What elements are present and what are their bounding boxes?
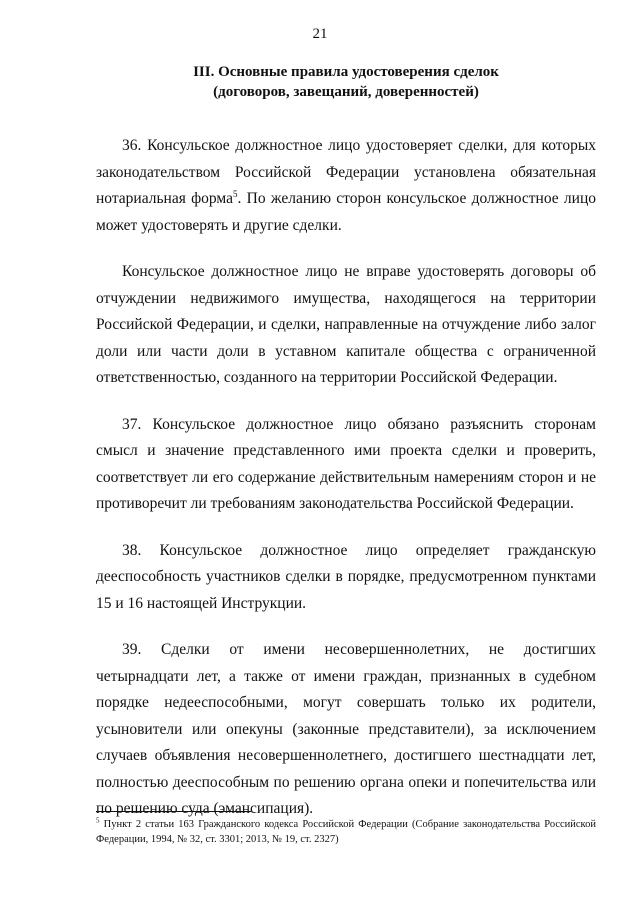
footnote-text: Пункт 2 статьи 163 Гражданского кодекса Российской Федерации (Собрание законодательства Российской Федерации, 1994, № 32, ст. 3301; 2013, № 19, ст. 2327) [96,819,596,845]
paragraph-36-text-a: 36. Консульское должностное лицо удостоверяет сделки, для которых законодательством Российской Федерации установлена обязательная нотариальная форма [96,137,596,207]
document-body [96,133,596,843]
paragraph-37: 37. Консульское должностное лицо обязано разъяснить сторонам смысл и значение представленного ими проекта сделки и проверить, соответствует ли его содержание действительным намерениям сторон и не противоречит ли требованиям законодательства Российской Федерации. [96,415,596,512]
paragraph-39: 39. Сделки от имени несовершеннолетних, не достигших четырнадцати лет, а также от имени граждан, признанных в судебном порядке недееспособными, могут совершать только их родители, усыновители или опекуны (законные представители), за исключением случаев объявления несовершеннолетнего, достигшего шестнадцати лет, полностью дееспособным по решению органа опеки и попечительства или по решению суда (эмансипация). [96,641,596,817]
section-heading [96,62,596,102]
footnote-mark: 5 [96,816,100,825]
page-number: 21 [312,26,328,42]
footnote [96,817,596,847]
section-title-line-1: III. Основные правила удостоверения сделок [193,64,499,80]
paragraph-36-continued: Консульское должностное лицо не вправе удостоверять договоры об отчуждении недвижимого имущества, находящегося на территории Российской Федерации, и сделки, направленные на отчуждение либо залог доли или части доли в уставном капитале общества с ограниченной ответственностью, созданного на территории Российской Федерации. [96,263,596,386]
paragraph-36 [96,133,596,239]
paragraph-36-text-b: . По желанию сторон консульское должностное лицо может удостоверять и другие сделки. [96,190,596,234]
footnote-divider [96,811,251,812]
paragraph-38: 38. Консульское должностное лицо определяет гражданскую дееспособность участников сделки в порядке, предусмотренном пунктами 15 и 16 настоящей Инструкции. [96,541,596,612]
footnote-reference: 5 [233,188,238,199]
section-title-line-2: (договоров, завещаний, доверенностей) [213,84,479,100]
